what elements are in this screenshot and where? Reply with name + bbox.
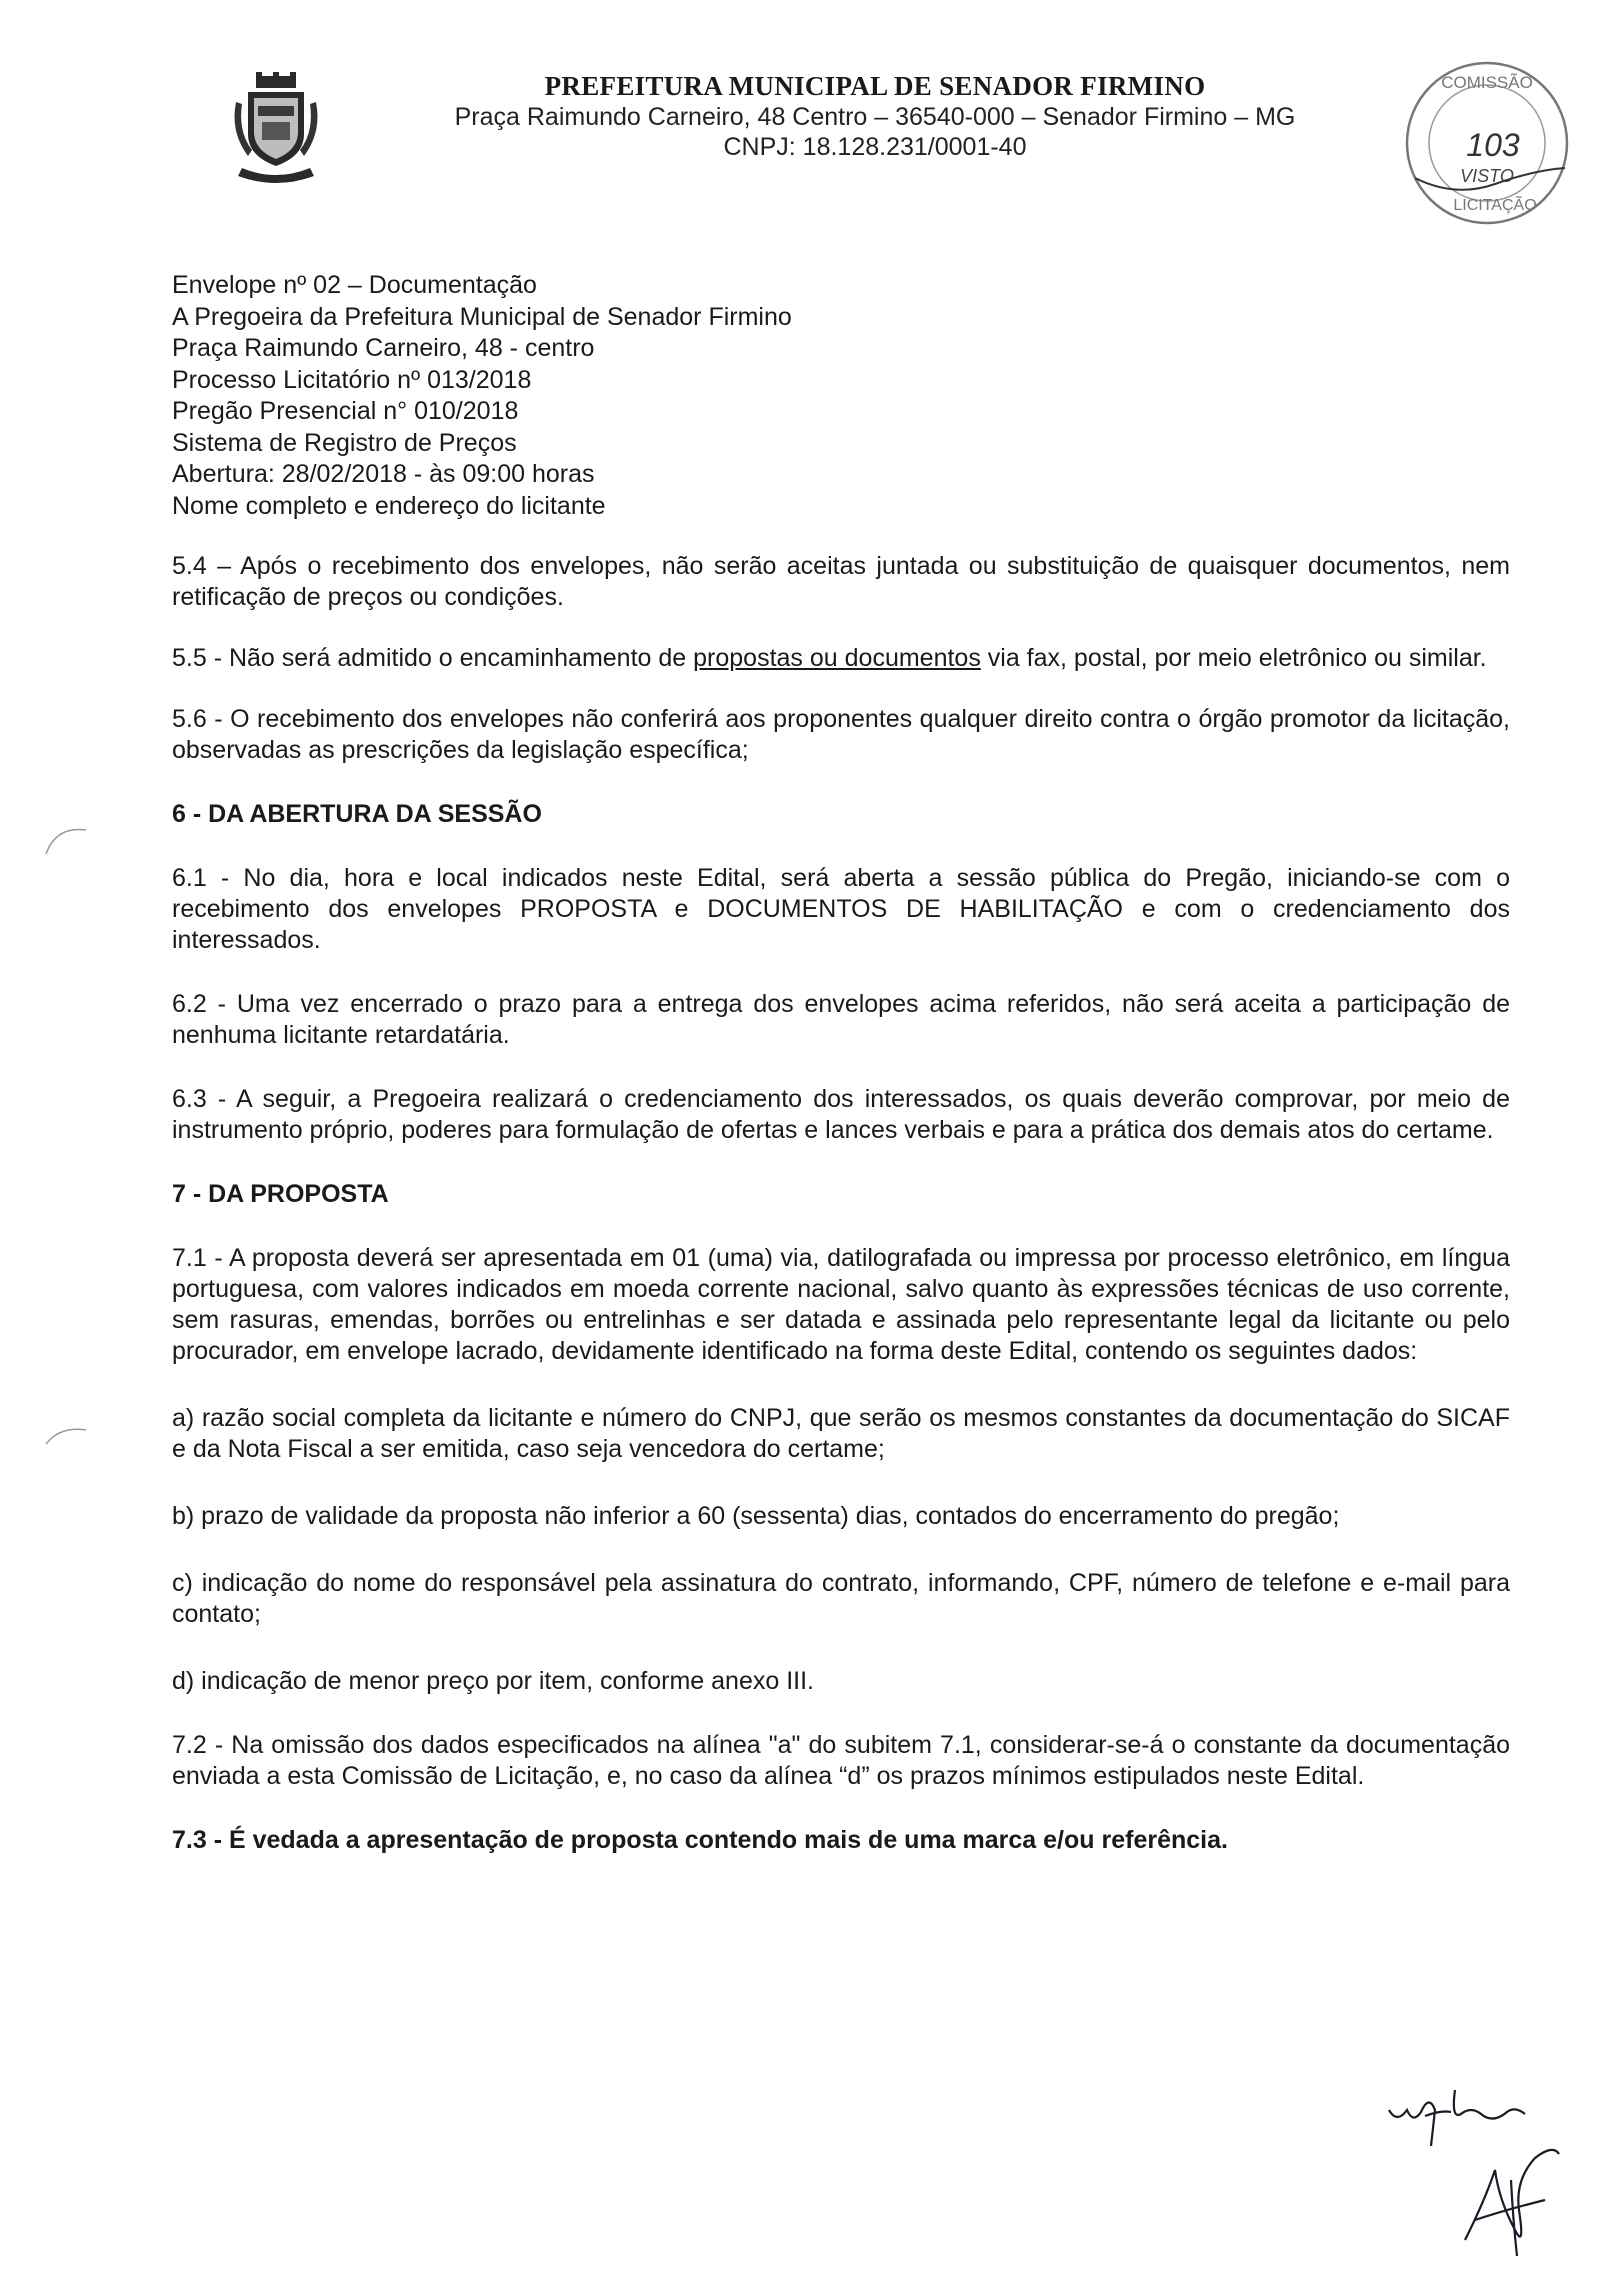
item-d: d) indicação de menor preço por item, conforme anexo III. — [172, 1667, 814, 1695]
stamp-bottom-text: LICITAÇÃO — [1453, 197, 1537, 214]
clause-7-2: 7.2 - Na omissão dos dados especificados na alínea "a" do subitem 7.1, considerar-se-á o constante da documentação enviada a esta Comissão de Licitação, e, no caso da alínea “d” os prazos mínimos estipulados neste Edital. — [172, 1731, 1510, 1790]
envelope-line: Pregão Presencial n° 010/2018 — [172, 397, 519, 425]
clause-5-5-part-b: via fax, postal, por meio eletrônico ou similar. — [980, 644, 1487, 672]
item-a: a) razão social completa da licitante e número do CNPJ, que serão os mesmos constantes da documentação do SICAF e da Nota Fiscal a ser emitida, caso seja vencedora do certame; — [172, 1404, 1510, 1463]
stamp-visto: VISTO — [1460, 166, 1514, 186]
clause-7-3: 7.3 - É vedada a apresentação de proposta contendo mais de uma marca e/ou referência. — [172, 1826, 1228, 1854]
envelope-line: Processo Licitatório nº 013/2018 — [172, 365, 532, 394]
envelope-line: Praça Raimundo Carneiro, 48 - centro — [172, 334, 595, 362]
envelope-line: A Pregoeira da Prefeitura Municipal de Senador Firmino — [172, 302, 792, 331]
item-b: b) prazo de validade da proposta não inferior a 60 (sessenta) dias, contados do encerramento do pregão; — [172, 1502, 1340, 1530]
stamp-number: 103 — [1466, 127, 1520, 163]
margin-mark — [42, 1420, 92, 1450]
commission-stamp — [1395, 58, 1580, 228]
municipality-address: Praça Raimundo Carneiro, 48 Centro – 36540-000 – Senador Firmino – MG — [454, 103, 1296, 131]
clause-6-3: 6.3 - A seguir, a Pregoeira realizará o credenciamento dos interessados, os quais deverão comprovar, por meio de instrumento próprio, poderes para formulação de ofertas e lances verbais e para a prática dos demais atos do certame. — [172, 1085, 1510, 1144]
stamp-top-text: COMISSÃO — [1441, 73, 1533, 92]
item-c: c) indicação do nome do responsável pela assinatura do contrato, informando, CPF, número de telefone e e-mail para contato; — [172, 1569, 1510, 1628]
clause-5-5 — [172, 643, 1510, 674]
clause-7-1: 7.1 - A proposta deverá ser apresentada em 01 (uma) via, datilografada ou impressa por processo eletrônico, em língua portuguesa, com valores indicados em moeda corrente nacional, salvo quanto às expressões técnicas de uso corrente, sem rasuras, emendas, borrões ou entrelinhas e ser datada e assinada pelo representante legal da licitante ou pelo procurador, em envelope lacrado, devidamente identificado na forma deste Edital, contendo os seguintes dados: — [172, 1244, 1510, 1365]
clause-5-5-part-a: 5.5 - Não será admitido o encaminhamento de — [172, 644, 694, 672]
section-7-heading: 7 - DA PROPOSTA — [172, 1180, 389, 1208]
clause-6-2: 6.2 - Uma vez encerrado o prazo para a entrega dos envelopes acima referidos, não será aceita a participação de nenhuma licitante retardatária. — [172, 990, 1510, 1049]
clause-5-5-underlined: propostas ou documentos — [693, 644, 981, 672]
envelope-line: Abertura: 28/02/2018 - às 09:00 horas — [172, 460, 595, 488]
letterhead — [370, 70, 1380, 162]
document-body — [172, 270, 1510, 1856]
section-6-heading: 6 - DA ABERTURA DA SESSÃO — [172, 800, 542, 828]
clause-5-4: 5.4 – Após o recebimento dos envelopes, não serão aceitas juntada ou substituição de quaisquer documentos, nem retificação de preços ou condições. — [172, 552, 1510, 611]
envelope-line: Sistema de Registro de Preços — [172, 428, 517, 457]
margin-mark — [42, 820, 92, 860]
envelope-line: Nome completo e endereço do licitante — [172, 491, 606, 520]
municipal-crest-icon — [228, 72, 324, 188]
municipality-cnpj: CNPJ: 18.128.231/0001-40 — [723, 133, 1027, 161]
envelope-block — [172, 270, 1510, 522]
envelope-line: Envelope nº 02 – Documentação — [172, 271, 537, 299]
municipality-name: PREFEITURA MUNICIPAL DE SENADOR FIRMINO — [544, 71, 1206, 101]
handwritten-signature — [1455, 2140, 1565, 2260]
clause-5-6: 5.6 - O recebimento dos envelopes não conferirá aos proponentes qualquer direito contra o órgão promotor da licitação, observadas as prescrições da legislação específica; — [172, 705, 1510, 764]
clause-6-1: 6.1 - No dia, hora e local indicados neste Edital, será aberta a sessão pública do Pregão, iniciando-se com o recebimento dos envelopes PROPOSTA e DOCUMENTOS DE HABILITAÇÃO e com o credenciamento dos interessados. — [172, 864, 1510, 954]
